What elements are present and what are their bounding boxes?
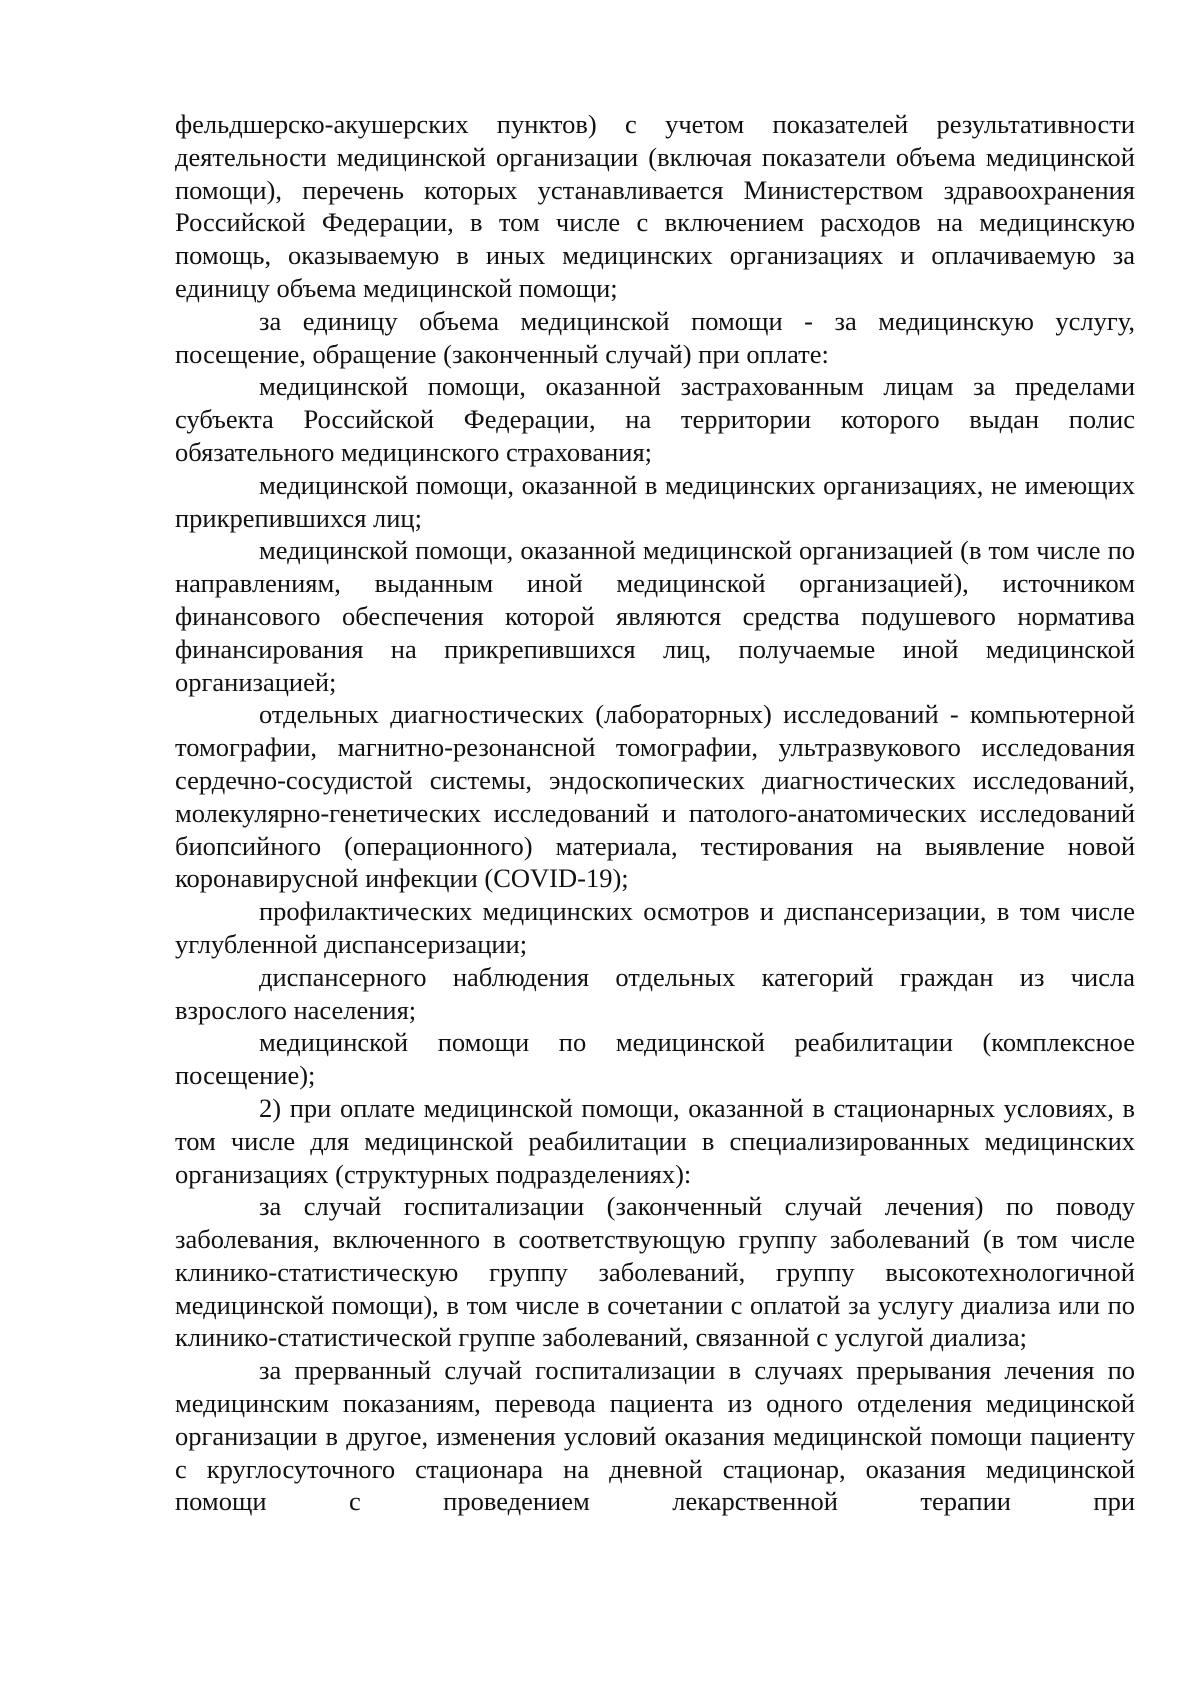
paragraph-interrupted-case: за прерванный случай госпитализации в случаях прерывания лечения по медицинским показаниям, перевода пациента из одного отделения медицинской организации в другое, изменения условий оказания медицинской помощи пациенту с круглосуточного стационара на дневной стационар, оказания медицинской помощи с проведением лекарственной терапии при (175, 1355, 1135, 1517)
paragraph-continuation: фельдшерско-акушерских пунктов) с учетом показателей результативности деятельности медицинской организации (включая показатели объема медицинской помощи), перечень которых устанавливается Министерством здравоохранения Российской Федерации, в том числе с включением расходов на медицинскую помощь, оказываемую в иных медицинских организациях и оплачиваемую за единицу объема медицинской помощи; (175, 109, 1135, 303)
paragraph-insured-outside-region: медицинской помощи, оказанной застрахованным лицам за пределами субъекта Российской Федерации, на территории которого выдан полис обязательного медицинского страхования; (175, 371, 1135, 467)
paragraph-preventive-examinations: профилактических медицинских осмотров и диспансеризации, в том числе углубленной диспансеризации; (175, 896, 1135, 959)
document-body (175, 108, 1135, 1518)
paragraph-rehabilitation-visit: медицинской помощи по медицинской реабилитации (комплексное посещение); (175, 1027, 1135, 1091)
paragraph-dispensary-observation: диспансерного наблюдения отдельных категорий граждан из числа взрослого населения; (175, 961, 1135, 1025)
paragraph-referrals-other-organization: медицинской помощи, оказанной медицинской организацией (в том числе по направлениям, выданным иной медицинской организацией), источником финансового обеспечения которой являются средства подушевого норматива финансирования на прикрепившихся лиц, получаемые иной медицинской организацией; (175, 535, 1135, 697)
paragraph-no-attached-persons: медицинской помощи, оказанной в медицинских организациях, не имеющих прикрепившихся лиц; (175, 469, 1135, 533)
paragraph-unit-of-volume: за единицу объема медицинской помощи - за медицинскую услугу, посещение, обращение (законченный случай) при оплате: (175, 305, 1135, 369)
paragraph-hospitalization-case: за случай госпитализации (законченный случай лечения) по поводу заболевания, включенного в соответствующую группу заболеваний (в том числе клинико-статистическую группу заболеваний, группу высокотехнологичной медицинской помощи), в том числе в сочетании с оплатой за услугу диализа или по клинико-статистической группе заболеваний, связанной с услугой диализа; (175, 1191, 1135, 1353)
paragraph-diagnostic-tests: отдельных диагностических (лабораторных) исследований - компьютерной томографии, магнитно-резонансной томографии, ультразвукового исследования сердечно-сосудистой системы, эндоскопических диагностических исследований, молекулярно-генетических исследований и патолого-анатомических исследований биопсийного (операционного) материала, тестирования на выявление новой коронавирусной инфекции (COVID-19); (175, 699, 1135, 894)
paragraph-inpatient-payment: 2) при оплате медицинской помощи, оказанной в стационарных условиях, в том числе для медицинской реабилитации в специализированных медицинских организациях (структурных подразделениях): (175, 1092, 1135, 1189)
